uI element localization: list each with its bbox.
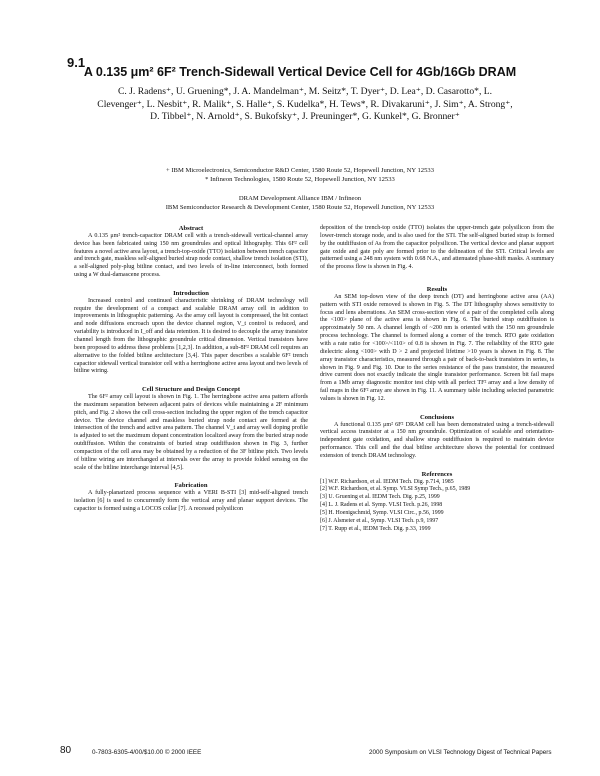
affiliation-infineon: * Infineon Technologies, 1580 Route 52, Hopewell Junction, NY 12533 — [205, 176, 395, 183]
results-heading: Results — [426, 286, 448, 294]
fabrication-continued-text: deposition of the trench-top oxide (TTO) isolates the upper-trench gate polysilicon from the lower-trench storage node, and is also used for the STI. The self-aligned buried strap is formed by the outdiffusion of As from the capacitor polysilicon. The vertical device and planar support gate oxide and gate poly are formed prior to the delineation of the STI. Critical levels are patterned using a 248 nm system with 0.68 N.A., and attenuated phase-shift masks. A summary of the process flow is shown in Fig. 4. — [320, 225, 554, 271]
conclusions-heading: Conclusions — [419, 413, 455, 421]
right-column — [320, 225, 554, 534]
reference-item: [7] T. Rupp et al., IEDM Tech. Dig. p.33, 1999 — [320, 525, 431, 532]
conclusions-text: A functional 0.135 μm² 6F² DRAM cell has been demonstrated using a trench-sidewall vertical access transistor at a 150 nm groundrule. Optimization of scalable and orientation-independent gate oxidation, and shallow strap outdiffusion is required to maintain device performance. This cell and the dual bitline architecture shows the potential for continued extension of trench DRAM technology. — [320, 421, 554, 459]
introduction-heading: Introduction — [173, 289, 209, 297]
abstract-heading: Abstract — [178, 225, 204, 232]
references-heading: References — [421, 470, 453, 478]
reference-item: [5] H. Hoenigschmid, Symp. VLSI Circ., p.56, 1999 — [320, 510, 444, 516]
reference-item: [2] W.F. Richardson, et al. Symp. VLSI Symp Tech., p.65, 1989 — [320, 486, 471, 493]
reference-item: [4] L. J. Radens et al. Symp. VLSI Tech. p.26, 1998 — [320, 502, 443, 509]
page-number: 80 — [60, 745, 72, 756]
cell-structure-heading: Cell Structure and Design Concept — [141, 386, 241, 394]
reference-list — [320, 479, 554, 534]
paper-title: A 0.135 μm² 6F² Trench-Sidewall Vertical Device Cell for 4Gb/16Gb DRAM — [83, 65, 517, 79]
cell-structure-text: The 6F² array cell layout is shown in Fig. 1. The herringbone active area pattern affords the maximum separation between adjacent pairs of devices while maintaining a 2F minimum pitch, and Fig. 2 shows the cell cross-section including the upper region of the trench capacitor device. The device channel and maskless buried strap node contact are formed at the intersection of the trench and active area pattern. The channel V_t and array well doping profile is adjusted to set the maximum dopant concentration localized away from the buried strap node outdiffusion. Within the constraints of buried strap outdiffusion shown in Fig. 3, further compaction of the cell area may be obtained by a reduction of the 3F bitline pitch. Two levels of bitline wiring are interchanged at intervals over the array to provide folded sensing on the scale of the bitline interchange interval [4,5]. — [74, 394, 308, 471]
author-list: C. J. Radens⁺, U. Gruening*, J. A. Mandelman⁺, M. Seitz*, T. Dyer⁺, D. Lea⁺, D. Casarotto*, L. Clevenger⁺, L. Nesbit⁺, R. Malik⁺, S. Halle⁺, S. Kudelka*, H. Tews*, R. Divakaruni⁺, J. Sim⁺, A. Strong⁺, D. Tibbel⁺, N. Arnold⁺, S. Bukofsky⁺, J. Preuninger*, G. Kunkel*, G. Bronner⁺ — [97, 86, 513, 122]
fabrication-heading: Fabrication — [174, 482, 208, 490]
reference-item: [6] J. Alsmeier et al., Symp. VLSI Tech. p.9, 1997 — [320, 517, 439, 524]
affiliation-research-center: IBM Semiconductor Research & Development Center, 1580 Route 52, Hopewell Junction, NY 12533 — [165, 204, 435, 211]
abstract-text: A 0.135 μm² trench-capacitor DRAM cell with a trench-sidewall vertical-channel array device has been fabricated using 150 nm groundrules and optical lithography. This 6F² cell features a novel active area layout, a trench-top-oxide (TTO) isolation between trench capacitor and trench gate, maskless self-aligned buried strap node contact, shallow trench isolation (STI), a self-aligned poly-plug bitline contact, and two levels of in-line interconnect, both formed using a W dual-damascene process. — [74, 232, 308, 279]
fabrication-text: A fully-planarized process sequence with a VERI B-STI [3] mid-self-aligned trench isolation [6] is used to concurrently form the vertical array and planar support devices. The capacitor is formed using a LOCOS collar [7]. A recessed polysilicon — [74, 490, 308, 512]
affiliation-alliance: DRAM Development Alliance IBM / Infineon — [238, 195, 362, 202]
session-number: 9.1 — [67, 55, 86, 70]
conference-name: 2000 Symposium on VLSI Technology Digest of Technical Papers — [369, 749, 552, 756]
left-column — [74, 225, 308, 514]
affiliation-ibm: + IBM Microelectronics, Semiconductor R&D Center, 1580 Route 52, Hopewell Junction, NY 12533 — [165, 167, 434, 174]
introduction-text: Increased control and continued characteristic shrinking of DRAM technology will require the development of a compact and scalable DRAM array cell in addition to improvements in lithographic patterning. As the array cell layout is compressed, the bit contact and node diffusions encroach upon the device channel region, V_t control is reduced, and variability is introduced in I_off and data retention. It is desired to decouple the array transistor channel length from the lithographic groundrule critical dimension. Vertical transistors have been proposed to address these problems [1,2,3]. In addition, a sub-8F² DRAM cell requires an alternative to the folded bitline architecture [3,4]. This paper describes a scalable 6F² trench capacitor sidewall vertical transistor cell with a herringbone active area layout and two levels of bitline wiring. — [74, 297, 308, 375]
isbn-copyright: 0-7803-6305-4/00/$10.00 © 2000 IEEE — [92, 749, 202, 756]
reference-item: [3] U. Gruening et al. IEDM Tech. Dig. p.25, 1999 — [320, 494, 440, 501]
results-text: An SEM top-down view of the deep trench (DT) and herringbone active area (AA) pattern with STI oxide removed is shown in Fig. 5. The DT lithography shows sensitivity to focus and lens aberrations. An SEM cross-section view of a pair of the completed cells along the <100> plane of the active area is shown in Fig. 6. The buried strap outdiffusion is approximately 50 nm. A channel length of ~200 nm is oriented with the 150 nm groundrule process technology. The channel is formed along a corner of the trench. RTO gate oxidation with a rate ratio for <100>/<110> of 0.8 is shown in Fig. 7. The reliability of the RTO gate dielectric along <100> with D > 2 and projected lifetime >10 years is shown in Fig. 8. The array transistor characteristics, measured through a pair of back-to-back transistors in series, is shown in Fig. 9 and Fig. 10. Due to the series resistance of the pass transistor, the measured drive current does not exactly indicate the single transistor performance. Screen bit fail maps from a 1Mb array diagnostic monitor test chip with all perfect TF² array and a low density of fail maps in the 6F² array are shown in Fig. 11. A summary table including selected parametric values is shown in Fig. 12. — [320, 293, 554, 402]
reference-item: [1] W.F. Richardson, et al. IEDM Tech. Dig. p.714, 1985 — [320, 478, 454, 485]
